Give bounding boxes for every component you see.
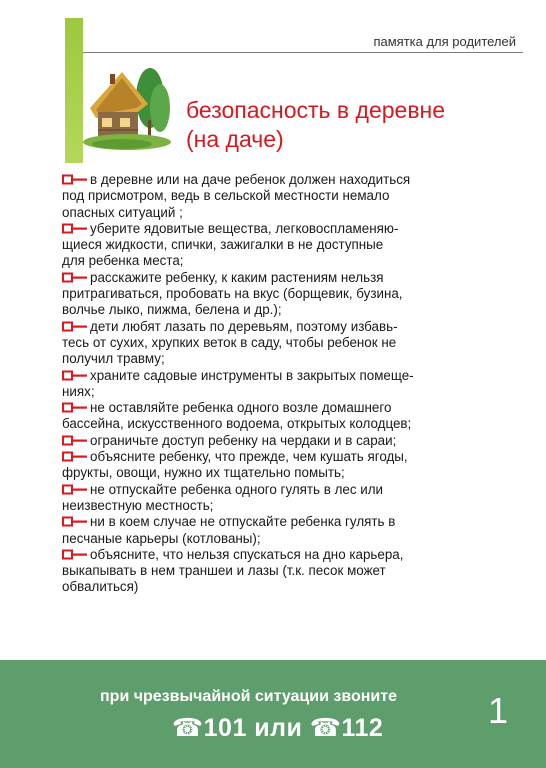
- list-item: [62, 433, 522, 449]
- list-item-text: храните садовые инструменты в закрытых помеще-: [90, 367, 414, 383]
- header-divider: [83, 52, 523, 53]
- list-item-text: ограничьте доступ ребенку на чердаки и в сараи;: [90, 432, 397, 448]
- list-item-text: опасных ситуаций ;: [62, 204, 183, 220]
- list-item-text: под присмотром, ведь в сельской местности немало: [62, 188, 390, 204]
- list-item-text: в деревне или на даче ребенок должен находиться: [90, 172, 411, 187]
- header-label: памятка для родителей: [373, 34, 516, 49]
- bullet-icon: [62, 174, 88, 185]
- list-item-text: дети любят лазать по деревьям, поэтому избавь-: [90, 318, 398, 334]
- footer-banner: [0, 660, 546, 768]
- list-item-text: ни в коем случае не отпускайте ребенка гулять в: [90, 514, 396, 530]
- bullet-icon: [62, 549, 88, 560]
- safety-tips-list: [62, 172, 522, 596]
- bullet-icon: [62, 223, 88, 234]
- list-item-text: выкапывать в нем траншеи и лазы (т.к. песок может: [62, 563, 386, 579]
- list-item: [62, 270, 522, 319]
- bullet-icon: [62, 321, 88, 332]
- title-line-2: (на даче): [186, 126, 284, 152]
- list-item-text: получил травму;: [62, 351, 165, 367]
- list-item-text: бассейна, искусственного водоема, открытых колодцев;: [62, 416, 412, 432]
- page-number: 1: [488, 690, 509, 731]
- bullet-icon: [62, 435, 88, 446]
- title-line-1: безопасность в деревне: [186, 97, 446, 123]
- list-item-text: притрагиваться, пробовать на вкус (борщевик, бузина,: [62, 286, 403, 302]
- bullet-icon: [62, 516, 88, 527]
- list-item-text: объясните, что нельзя спускаться на дно карьера,: [90, 546, 404, 562]
- village-house-icon: [82, 60, 172, 155]
- emergency-phones: ☎101 или ☎112: [172, 714, 384, 742]
- bullet-icon: [62, 370, 88, 381]
- list-item: [62, 319, 522, 368]
- list-item-text: объясните ребенку, что прежде, чем кушать ягоды,: [90, 449, 408, 465]
- list-item-text: обвалиться): [62, 579, 139, 595]
- list-item: [62, 400, 522, 433]
- list-item: [62, 368, 522, 401]
- list-item-text: ниях;: [62, 383, 95, 399]
- accent-green-bar: [65, 18, 83, 163]
- footer-text: при чрезвычайной ситуации звоните: [100, 688, 397, 705]
- list-item-text: фрукты, овощи, нужно их тщательно помыть;: [62, 465, 345, 481]
- list-item: [62, 449, 522, 482]
- bullet-icon: [62, 402, 88, 413]
- page-title: [186, 96, 445, 154]
- list-item-text: неизвестную местность;: [62, 497, 214, 513]
- list-item-text: песчаные карьеры (котлованы);: [62, 530, 261, 546]
- list-item-text: не отпускайте ребенка одного гулять в лес или: [90, 481, 384, 497]
- list-item: [62, 172, 522, 221]
- list-item-text: расскажите ребенку, к каким растениям нельзя: [90, 269, 384, 285]
- bullet-icon: [62, 272, 88, 283]
- list-item-text: тесь от сухих, хрупких веток в саду, чтобы ребенок не: [62, 334, 397, 350]
- list-item-text: для ребенка места;: [62, 253, 184, 269]
- bullet-icon: [62, 451, 88, 462]
- list-item-text: уберите ядовитые вещества, легковоспламеняю-: [90, 220, 399, 236]
- bullet-icon: [62, 484, 88, 495]
- list-item-text: волчье лыко, пижма, белена и др.);: [62, 302, 282, 318]
- list-item-text: не оставляйте ребенка одного возле домашнего: [90, 400, 392, 416]
- list-item: [62, 221, 522, 270]
- list-item: [62, 482, 522, 515]
- list-item: [62, 514, 522, 547]
- list-item-text: щиеся жидкости, спички, зажигалки в не доступные: [62, 237, 384, 253]
- list-item: [62, 547, 522, 596]
